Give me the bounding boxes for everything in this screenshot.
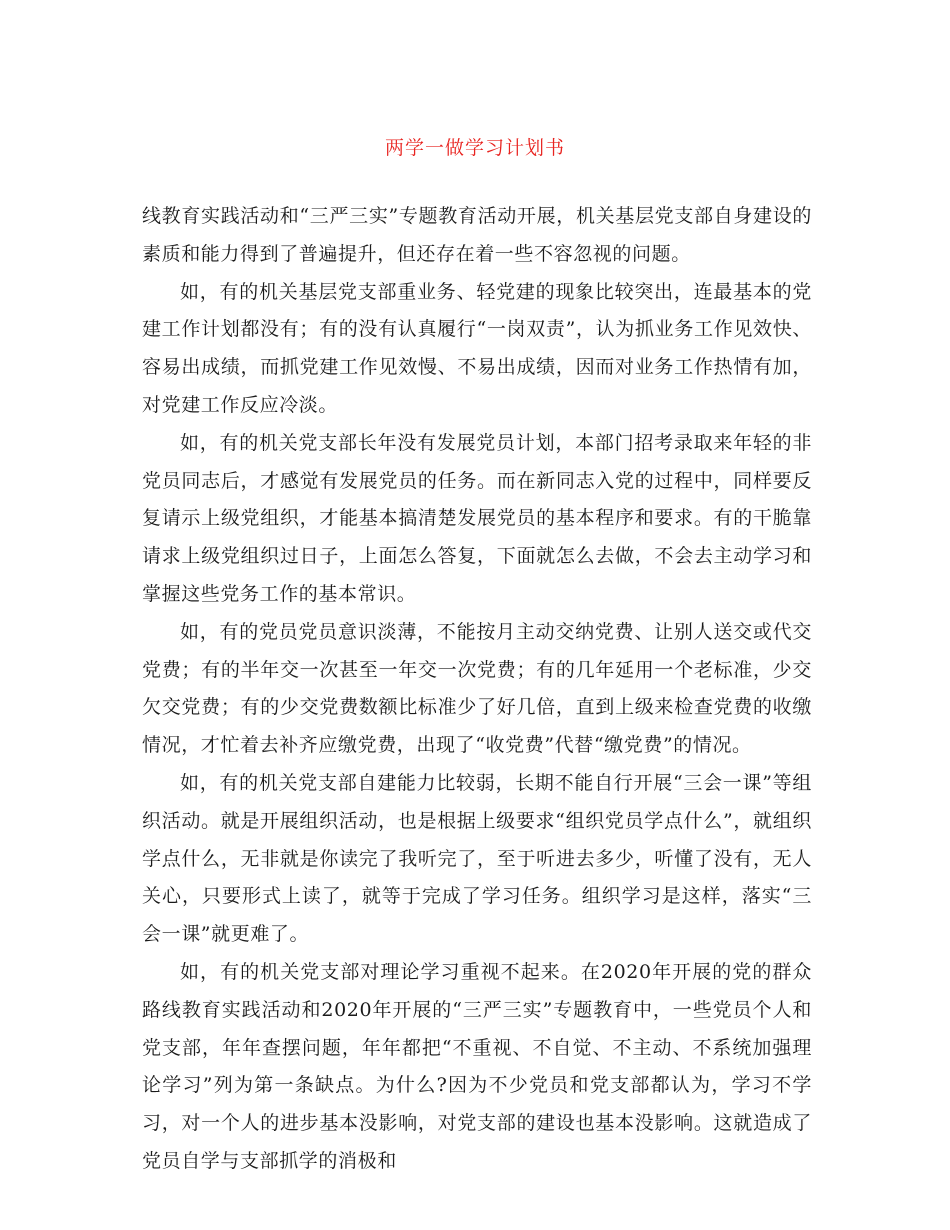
- body-paragraph: 如，有的机关党支部长年没有发展党员计划，本部门招考录取来年轻的非党员同志后，才感觉有发展党员的任务。而在新同志入党的过程中，同样要反复请示上级党组织，才能基本搞清楚发展党员的基本程序和要求。有的干脆靠请求上级党组织过日子，上面怎么答复，下面就怎么去做，不会去主动学习和掌握这些党务工作的基本常识。: [142, 431, 812, 605]
- document-body: [142, 198, 812, 1181]
- body-paragraph: 如，有的机关党支部对理论学习重视不起来。在2020年开展的党的群众路线教育实践活动和2020年开展的“三严三实”专题教育中，一些党员个人和党支部，年年查摆问题，年年都把“不重视、不自觉、不主动、不系统加强理论学习”列为第一条缺点。为什么?因为不少党员和党支部都认为，学习不学习，对一个人的进步基本没影响，对党支部的建设也基本没影响。这就造成了党员自学与支部抓学的消极和: [142, 960, 812, 1172]
- body-paragraph: 如，有的党员党员意识淡薄，不能按月主动交纳党费、让别人送交或代交党费；有的半年交一次甚至一年交一次党费；有的几年延用一个老标准，少交欠交党费；有的少交党费数额比标准少了好几倍，直到上级来检查党费的收缴情况，才忙着去补齐应缴党费，出现了“收党费”代替“缴党费”的情况。: [142, 620, 812, 757]
- body-paragraph: 如，有的机关基层党支部重业务、轻党建的现象比较突出，连最基本的党建工作计划都没有；有的没有认真履行“一岗双责”，认为抓业务工作见效快、容易出成绩，而抓党建工作见效慢、不易出成绩，因而对业务工作热情有加，对党建工作反应冷淡。: [142, 280, 812, 416]
- body-paragraph: 线教育实践活动和“三严三实”专题教育活动开展，机关基层党支部自身建设的素质和能力得到了普遍提升，但还存在着一些不容忽视的问题。: [142, 205, 812, 265]
- body-paragraph: 如，有的机关党支部自建能力比较弱，长期不能自行开展“三会一课”等组织活动。就是开展组织活动，也是根据上级要求“组织党员学点什么”，就组织学点什么，无非就是你读完了我听完了，至于听进去多少，听懂了没有，无人关心，只要形式上读了，就等于完成了学习任务。组织学习是这样，落实“三会一课”就更难了。: [142, 771, 812, 946]
- document-title: 两学一做学习计划书: [384, 137, 565, 159]
